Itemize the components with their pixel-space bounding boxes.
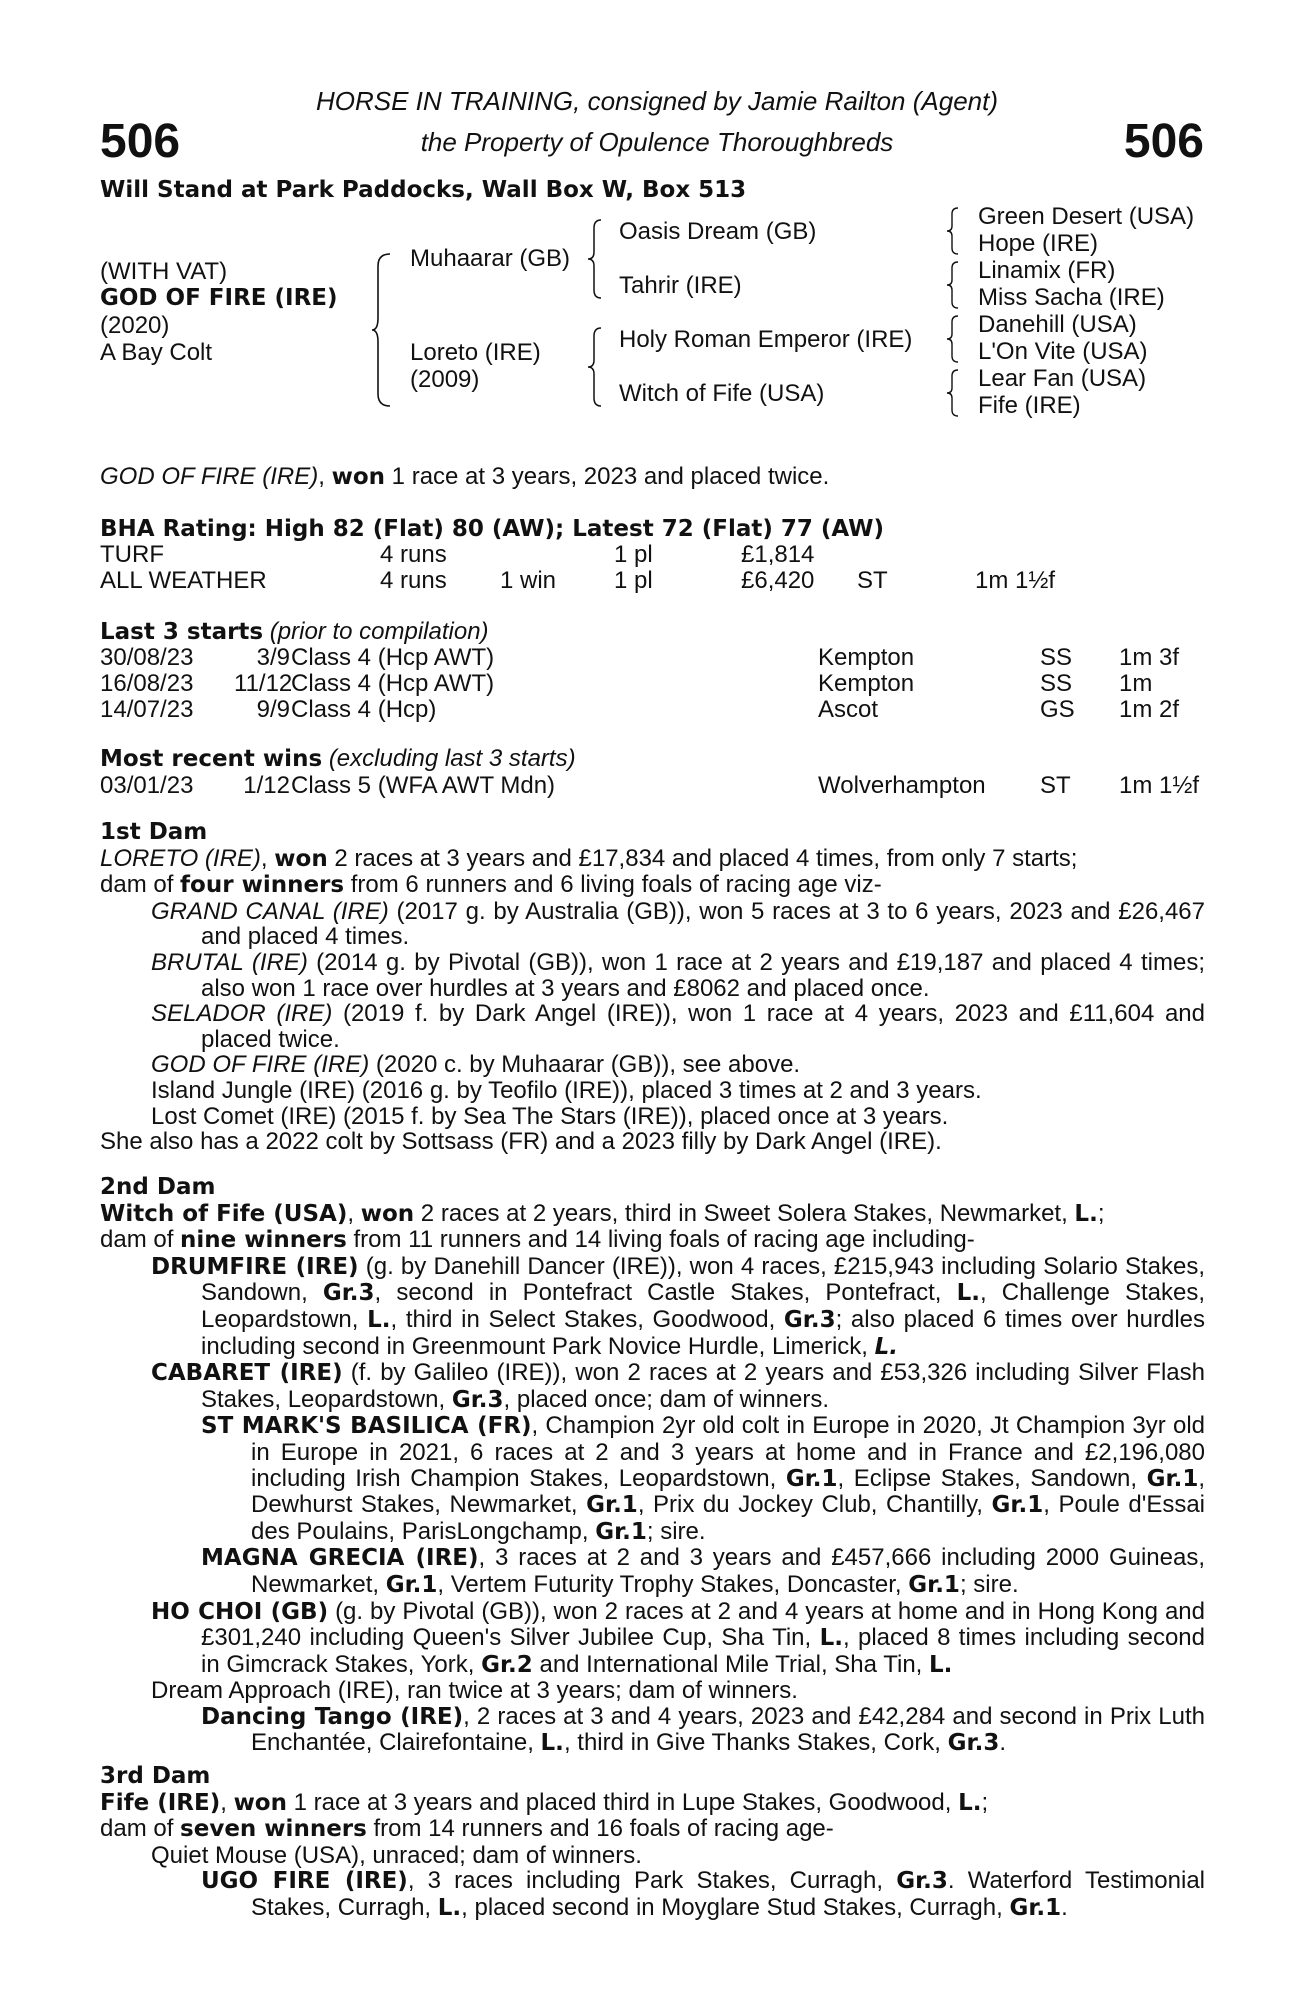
punctuation: ; (1097, 1199, 1105, 1227)
start-position: 11/12 (234, 670, 293, 697)
consignor-line: HORSE IN TRAINING, consigned by Jamie Railton (Agent) (315, 86, 999, 116)
second-dam-name: Witch of Fife (USA) (100, 1200, 348, 1227)
recent-wins-heading (100, 746, 576, 772)
listed-label: L. (1074, 1200, 1098, 1227)
third-dam-heading: 3rd Dam (100, 1763, 211, 1789)
third-dam-name: Fife (IRE) (100, 1789, 221, 1816)
horse-year: (2020) (100, 312, 170, 339)
sire-dam-name: Tahrir (IRE) (619, 272, 742, 299)
start-date: 30/08/23 (100, 644, 194, 671)
brace-icon (946, 314, 960, 364)
record-surface: ALL WEATHER (100, 567, 267, 594)
produce-text: ; sire. (959, 1570, 1019, 1598)
last-starts-heading (100, 619, 489, 645)
first-dam-produce-intro (100, 872, 1205, 899)
produce-entry (100, 1704, 1205, 1757)
start-course: Kempton (818, 670, 915, 697)
winners-count: nine winners (180, 1227, 347, 1254)
first-dam-name: LORETO (IRE) (100, 844, 261, 872)
first-dam-also: She also has a 2022 colt by Sottsass (FR) and a 2023 filly by Dark Angel (IRE). (100, 1128, 942, 1156)
gg-dam-3: L'On Vite (USA) (978, 338, 1148, 365)
start-course: Ascot (818, 696, 879, 723)
win-class: Class 5 (WFA AWT Mdn) (291, 772, 556, 799)
produce-entry (100, 899, 1205, 950)
punctuation: . (999, 1729, 1007, 1757)
dam-sire-name: Holy Roman Emperor (IRE) (619, 326, 913, 353)
produce-entry: Lost Comet (IRE) (2015 f. by Sea The Stars (IRE)), placed once at 3 years. (151, 1102, 949, 1130)
second-dam-section (100, 1175, 1205, 1757)
produce-name: GOD OF FIRE (IRE) (151, 1051, 370, 1079)
last-starts-title: Last 3 starts (100, 619, 264, 645)
vat-note: (WITH VAT) (100, 258, 228, 285)
produce-name: GRAND CANAL (IRE) (151, 897, 389, 925)
brace-icon (946, 260, 960, 310)
listed-label: L. (874, 1333, 899, 1360)
produce-text: , 3 races including Park Stakes, Curragh, (407, 1867, 897, 1895)
record-surface: TURF (100, 541, 164, 568)
produce-entry (100, 1868, 1205, 1921)
listed-label: L. (437, 1894, 462, 1921)
damof-text: from 14 runners and 16 foals of racing age- (366, 1815, 834, 1843)
produce-entry (100, 1360, 1205, 1413)
third-dam-text: 1 race at 3 years and placed third in Lupe Stakes, Goodwood, (287, 1788, 959, 1816)
gg-sire-3: Danehill (USA) (978, 311, 1137, 338)
produce-text: (2017 g. by Australia (GB)), won 5 races at 3 to 6 years, 2023 and £26,467 and placed 4 times. (201, 897, 1205, 951)
produce-name: DRUMFIRE (IRE) (151, 1253, 359, 1280)
brace-icon (586, 218, 604, 300)
damof-text: from 6 runners and 6 living foals of racing age viz- (344, 871, 882, 899)
brace-icon (946, 206, 960, 256)
second-dam-intro: Witch of Fife (USA), won 2 races at 2 years, third in Sweet Solera Stakes, Newmarket, L.; (100, 1199, 1105, 1227)
start-distance: 1m 2f (1119, 696, 1180, 723)
lot-number-right: 506 (1123, 115, 1204, 168)
produce-text: and International Mile Trial, Sha Tin, (532, 1650, 930, 1678)
produce-entry: Dream Approach (IRE), ran twice at 3 years; dam of winners. (151, 1677, 798, 1705)
dam-year: (2009) (410, 366, 480, 393)
punctuation: . (1061, 1893, 1068, 1921)
first-dam-heading: 1st Dam (100, 819, 208, 845)
record-runs: 4 runs (380, 567, 447, 594)
group-label: Gr.1 (385, 1571, 438, 1598)
produce-text: (2020 c. by Muhaarar (GB)), see above. (369, 1051, 801, 1079)
listed-label: L. (540, 1730, 564, 1757)
produce-text: , Vertem Futurity Trophy Stakes, Doncaster, (437, 1570, 909, 1598)
start-date: 14/07/23 (100, 696, 194, 723)
produce-text: (2019 f. by Dark Angel (IRE)), won 1 race at 4 years, 2023 and £11,604 and placed twice. (201, 1000, 1205, 1053)
record-going: ST (857, 567, 888, 594)
group-label: Gr.1 (1009, 1894, 1062, 1921)
record-wins: 1 win (500, 567, 557, 594)
location-line: Will Stand at Park Paddocks, Wall Box W, Box 513 (100, 177, 747, 203)
produce-text: , second in Pontefract Castle Stakes, Pontefract, (374, 1279, 957, 1307)
produce-text: , Champion 2yr old colt in Europe in 2020, Jt Champion 3yr old in Europe in 2021, 6 races at 2 and 3 years at home and in France and £2,196,080 including Irish Champion Stakes, Leopardstown, (251, 1412, 1205, 1492)
start-going: SS (1040, 644, 1073, 671)
produce-entry (100, 1545, 1205, 1598)
produce-entry: Quiet Mouse (USA), unraced; dam of winners. (151, 1841, 642, 1869)
produce-entry (100, 1001, 1205, 1052)
start-course: Kempton (818, 644, 915, 671)
summary-won: won (331, 464, 386, 490)
listed-label: L. (929, 1651, 953, 1678)
brace-icon (946, 368, 960, 418)
group-label: Gr.1 (785, 1465, 838, 1492)
produce-text: , third in Give Thanks Stakes, Cork, (563, 1729, 948, 1757)
first-dam-text: 2 races at 3 years and £17,834 and placed 4 times, from only 7 starts; (327, 844, 1078, 872)
produce-text: ; sire. (646, 1517, 706, 1545)
produce-text: (g. by Pivotal (GB)), won 2 races at 2 and 4 years at home and in Hong Kong and £301,240 including Queen's Silver Jubilee Cup, Sha Tin, (201, 1597, 1205, 1652)
produce-text: , third in Select Stakes, Goodwood, (390, 1305, 784, 1333)
damof-text: dam of (100, 871, 181, 899)
record-prize: £1,814 (741, 541, 815, 568)
produce-name: ST MARK'S BASILICA (FR) (201, 1413, 532, 1440)
produce-text: . Waterford Testimonial Stakes, Curragh, (251, 1867, 1205, 1921)
listed-label: L. (367, 1306, 391, 1333)
won-label: won (360, 1200, 415, 1227)
race-summary: GOD OF FIRE (IRE), won 1 race at 3 years, 2023 and placed twice. (100, 463, 830, 490)
recent-wins-title: Most recent wins (100, 746, 323, 772)
group-label: Gr.3 (783, 1306, 836, 1333)
gg-dam-2: Miss Sacha (IRE) (978, 284, 1165, 311)
produce-name: CABARET (IRE) (151, 1360, 343, 1387)
group-label: Gr.1 (991, 1492, 1044, 1519)
damof-text: from 11 runners and 14 living foals of racing age including- (346, 1226, 975, 1254)
start-position: 9/9 (256, 696, 290, 723)
horse-description: A Bay Colt (100, 339, 213, 366)
first-dam-intro: LORETO (IRE), won 2 races at 3 years and £17,834 and placed 4 times, from only 7 starts; (100, 844, 1078, 872)
winners-count: four winners (180, 872, 345, 899)
record-placed: 1 pl (614, 541, 653, 568)
produce-entry: Island Jungle (IRE) (2016 g. by Teofilo (IRE)), placed 3 times at 2 and 3 years. (151, 1076, 982, 1104)
produce-name: HO CHOI (GB) (151, 1598, 329, 1625)
gg-sire-1: Green Desert (USA) (978, 203, 1195, 230)
produce-text: , Dewhurst Stakes, Newmarket, (251, 1464, 1205, 1519)
gg-dam-4: Fife (IRE) (978, 392, 1081, 419)
win-date: 03/01/23 (100, 772, 194, 799)
win-position: 1/12 (243, 772, 290, 799)
record-distance: 1m 1½f (975, 567, 1056, 594)
group-label: Gr.1 (908, 1571, 960, 1598)
produce-text: (2014 g. by Pivotal (GB)), won 1 race at 2 years and £19,187 and placed 4 times; also won 1 race over hurdles at 3 years and £8062 and placed once. (201, 948, 1205, 1002)
start-going: GS (1040, 696, 1075, 723)
dam-name: Loreto (IRE) (410, 339, 541, 366)
produce-entry (100, 1413, 1205, 1545)
produce-text: , placed once; dam of winners. (503, 1385, 830, 1413)
second-dam-text: 2 races at 2 years, third in Sweet Solera Stakes, Newmarket, (414, 1199, 1075, 1227)
sire-name: Muhaarar (GB) (410, 245, 571, 272)
group-label: Gr.3 (896, 1868, 948, 1895)
sire-sire-name: Oasis Dream (GB) (619, 218, 817, 245)
listed-label: L. (956, 1280, 980, 1307)
produce-text: , Prix du Jockey Club, Chantilly, (637, 1491, 992, 1519)
won-label: won (274, 845, 328, 872)
first-dam-section (100, 820, 1205, 1155)
group-label: Gr.2 (481, 1651, 533, 1678)
produce-entry (100, 1599, 1205, 1679)
produce-name: MAGNA GRECIA (IRE) (201, 1545, 479, 1572)
damof-text: dam of (100, 1226, 181, 1254)
produce-text: , Challenge Stakes, Leopardstown, (201, 1279, 1206, 1333)
win-going: ST (1040, 772, 1071, 799)
win-course: Wolverhampton (818, 772, 986, 799)
produce-text: , Poule d'Essai des Poulains, ParisLongchamp, (251, 1491, 1206, 1545)
third-dam-section (100, 1764, 1205, 1922)
produce-text: , 3 races at 2 and 3 years and £457,666 including 2000 Guineas, Newmarket, (251, 1544, 1205, 1598)
produce-entry (100, 950, 1205, 1001)
produce-text: , placed 8 times including second in Gimcrack Stakes, York, (201, 1624, 1206, 1678)
summary-rest: 1 race at 3 years, 2023 and placed twice. (385, 463, 830, 490)
group-label: Gr.1 (1146, 1465, 1199, 1492)
produce-entry (100, 1254, 1205, 1360)
winners-count: seven winners (180, 1816, 367, 1843)
produce-text: , Eclipse Stakes, Sandown, (837, 1464, 1147, 1492)
group-label: Gr.1 (586, 1492, 638, 1519)
start-date: 16/08/23 (100, 670, 194, 697)
gg-dam-1: Hope (IRE) (978, 230, 1099, 257)
record-runs: 4 runs (380, 541, 447, 568)
produce-name: Dancing Tango (IRE) (201, 1703, 464, 1730)
horse-name: GOD OF FIRE (IRE) (100, 285, 338, 311)
start-going: SS (1040, 670, 1073, 697)
group-label: Gr.3 (322, 1280, 375, 1307)
group-label: Gr.3 (947, 1730, 1000, 1757)
produce-name: UGO FIRE (IRE) (201, 1868, 408, 1895)
start-class: Class 4 (Hcp AWT) (291, 644, 495, 671)
property-line: the Property of Opulence Thoroughbreds (420, 127, 894, 157)
produce-text: , 2 races at 3 and 4 years, 2023 and £42,284 and second in Prix Luth Enchantée, Clairefontaine, (251, 1702, 1205, 1757)
produce-text: , placed second in Moyglare Stud Stakes, Curragh, (461, 1893, 1010, 1921)
start-distance: 1m (1119, 670, 1153, 697)
damof-text: dam of (100, 1815, 181, 1843)
produce-name: SELADOR (IRE) (151, 1000, 333, 1028)
record-prize: £6,420 (741, 567, 815, 594)
start-distance: 1m 3f (1119, 644, 1180, 671)
second-dam-heading: 2nd Dam (100, 1174, 216, 1200)
record-placed: 1 pl (614, 567, 653, 594)
start-class: Class 4 (Hcp) (291, 696, 437, 723)
punctuation: ; (981, 1788, 989, 1816)
third-dam-intro: Fife (IRE), won 1 race at 3 years and placed third in Lupe Stakes, Goodwood, L.; (100, 1788, 989, 1816)
start-position: 3/9 (256, 644, 290, 671)
start-class: Class 4 (Hcp AWT) (291, 670, 495, 697)
third-dam-produce-intro (100, 1816, 1205, 1843)
group-label: Gr.3 (451, 1386, 504, 1413)
gg-sire-4: Lear Fan (USA) (978, 365, 1147, 392)
produce-name: BRUTAL (IRE) (151, 948, 308, 976)
gg-sire-2: Linamix (FR) (978, 257, 1116, 284)
produce-text: ; also placed 6 times over hurdles including second in Greenmount Park Novice Hurdle, Limerick, (201, 1305, 1206, 1360)
bha-rating: BHA Rating: High 82 (Flat) 80 (AW); Latest 72 (Flat) 77 (AW) (100, 516, 885, 542)
win-distance: 1m 1½f (1119, 772, 1200, 799)
summary-name: GOD OF FIRE (IRE) (100, 463, 319, 490)
brace-icon (370, 252, 394, 408)
second-dam-produce-intro (100, 1227, 1205, 1254)
produce-entry (100, 1052, 1205, 1078)
recent-wins-note: (excluding last 3 starts) (328, 745, 576, 772)
group-label: Gr.1 (595, 1518, 647, 1545)
produce-text: (f. by Galileo (IRE)), won 2 races at 2 years and £53,326 including Silver Flash Stakes, Leopardstown, (201, 1359, 1205, 1413)
brace-icon (586, 326, 604, 408)
listed-label: L. (819, 1625, 843, 1652)
won-label: won (233, 1789, 287, 1816)
produce-text: (g. by Danehill Dancer (IRE)), won 4 races, £215,943 including Solario Stakes, Sandown, (201, 1252, 1205, 1307)
lot-number-left: 506 (100, 115, 181, 168)
dam-dam-name: Witch of Fife (USA) (619, 380, 825, 407)
last-starts-note: (prior to compilation) (269, 618, 489, 645)
listed-label: L. (958, 1789, 982, 1816)
